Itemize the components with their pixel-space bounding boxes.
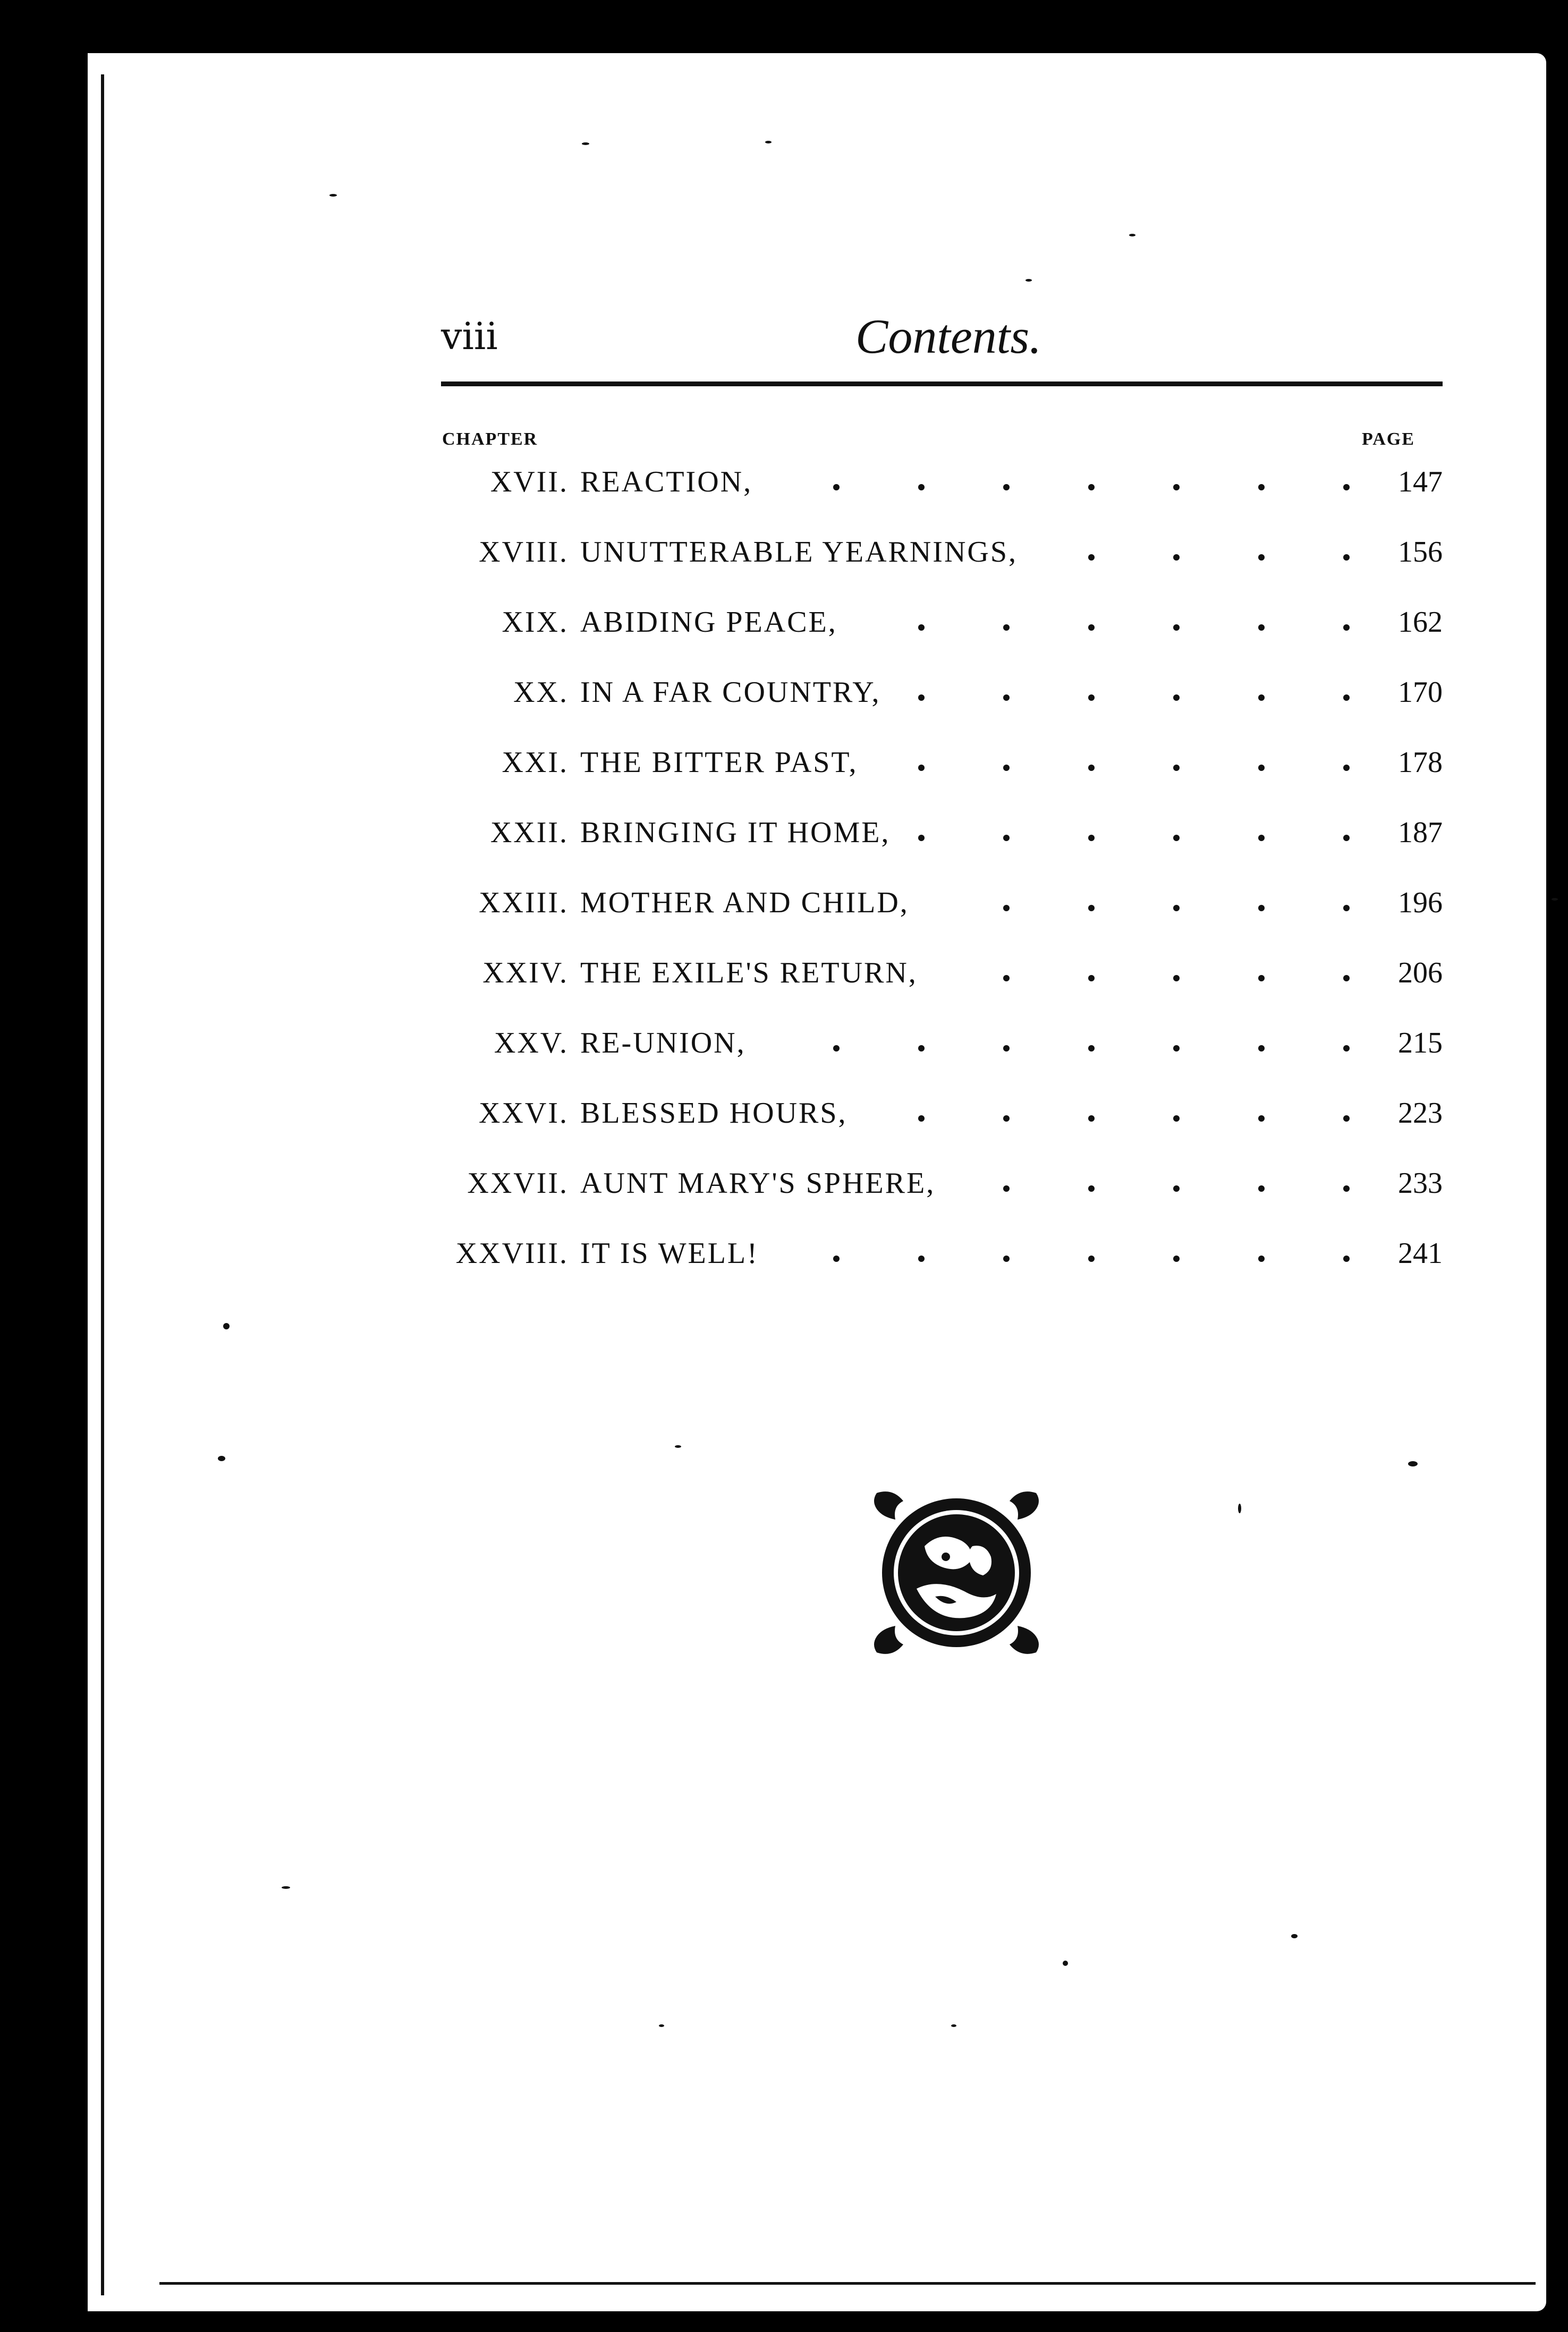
print-speck xyxy=(765,141,772,143)
chapter-title: UNUTTERABLE YEARNINGS, xyxy=(580,536,1018,569)
leader-dot xyxy=(1173,554,1180,561)
chapter-number: XVIII. xyxy=(479,536,569,569)
leader-dot xyxy=(1003,1045,1010,1051)
chapter-page: 162 xyxy=(1398,606,1443,639)
leader-dot xyxy=(1343,975,1350,981)
chapter-page: 233 xyxy=(1398,1167,1443,1200)
leader-dot xyxy=(1173,484,1180,490)
page-bottom-line xyxy=(159,2282,1536,2285)
leader-dot xyxy=(1088,765,1095,771)
leader-dot xyxy=(1003,1256,1010,1262)
chapter-number: XXII. xyxy=(490,816,569,849)
toc-entry[interactable] xyxy=(441,816,1443,886)
chapter-title: RE-UNION, xyxy=(580,1027,746,1059)
leader-dot xyxy=(1088,1256,1095,1262)
leader-dot xyxy=(1003,975,1010,981)
leader-dot xyxy=(1003,484,1010,490)
leader-dot xyxy=(1343,554,1350,561)
chapter-page: 170 xyxy=(1398,676,1443,709)
chapter-title: THE BITTER PAST, xyxy=(580,746,858,779)
leader-dot xyxy=(1258,1115,1265,1122)
leader-dot xyxy=(1258,905,1265,911)
print-speck xyxy=(1025,279,1032,282)
print-speck xyxy=(582,142,589,145)
leader-dot xyxy=(918,765,925,771)
toc-entry[interactable] xyxy=(441,465,1443,535)
print-speck xyxy=(659,2024,664,2027)
print-speck xyxy=(218,1456,225,1461)
toc-entry[interactable] xyxy=(441,1166,1443,1236)
chapter-number: XXVI. xyxy=(479,1097,569,1130)
print-speck xyxy=(1408,1461,1418,1466)
toc-entry[interactable] xyxy=(441,886,1443,956)
chapter-title: THE EXILE'S RETURN, xyxy=(580,956,918,989)
header-rule xyxy=(441,381,1443,386)
leader-dot xyxy=(1343,484,1350,490)
print-speck xyxy=(1291,1934,1298,1938)
page-edge-line xyxy=(101,74,104,2295)
toc-entry[interactable] xyxy=(441,956,1443,1026)
dot-leader xyxy=(925,893,1350,914)
leader-dot xyxy=(918,484,925,490)
leader-dot xyxy=(1088,694,1095,701)
chapter-number: XX. xyxy=(513,676,569,709)
dot-leader xyxy=(762,1033,1350,1055)
dot-leader xyxy=(897,683,1350,704)
dot-leader xyxy=(863,1104,1350,1125)
leader-dot xyxy=(1343,1115,1350,1122)
chapter-number: XXVII. xyxy=(467,1167,569,1200)
print-speck xyxy=(951,2024,956,2027)
leader-dot xyxy=(1003,694,1010,701)
leader-dot xyxy=(1003,1185,1010,1192)
toc-entry[interactable] xyxy=(441,1096,1443,1166)
page-column-label: PAGE xyxy=(1362,429,1415,449)
chapter-number: XXV. xyxy=(494,1027,569,1059)
leader-dot xyxy=(1173,765,1180,771)
chapter-page: 196 xyxy=(1398,886,1443,919)
leader-dot xyxy=(1258,554,1265,561)
leader-dot xyxy=(833,484,840,490)
dot-leader xyxy=(775,1244,1350,1265)
leader-dot xyxy=(918,1256,925,1262)
leader-dot xyxy=(1003,1115,1010,1122)
leader-dot xyxy=(918,835,925,841)
chapter-title: REACTION, xyxy=(580,465,753,498)
leader-dot xyxy=(918,694,925,701)
chapter-number: XXIII. xyxy=(479,886,569,919)
leader-dot xyxy=(1343,1045,1350,1051)
toc-entry[interactable] xyxy=(441,605,1443,675)
leader-dot xyxy=(833,1045,840,1051)
chapter-title: IT IS WELL! xyxy=(580,1237,759,1270)
leader-dot xyxy=(1173,905,1180,911)
chapter-title: BRINGING IT HOME, xyxy=(580,816,891,849)
leader-dot xyxy=(1088,975,1095,981)
leader-dot xyxy=(918,624,925,631)
toc-entry[interactable] xyxy=(441,1236,1443,1307)
chapter-page: 223 xyxy=(1398,1097,1443,1130)
leader-dot xyxy=(1343,905,1350,911)
running-header xyxy=(441,308,1443,372)
print-speck xyxy=(1129,234,1135,236)
chapter-column-label: CHAPTER xyxy=(442,429,538,449)
leader-dot xyxy=(1343,1185,1350,1192)
leader-dot xyxy=(1173,1256,1180,1262)
leader-dot xyxy=(1258,1185,1265,1192)
dot-leader xyxy=(874,753,1350,774)
leader-dot xyxy=(918,1045,925,1051)
page-number: viii xyxy=(441,315,498,358)
print-speck xyxy=(1063,1961,1068,1966)
leader-dot xyxy=(1258,1045,1265,1051)
print-speck xyxy=(1238,1504,1241,1513)
print-speck xyxy=(282,1886,290,1889)
dot-leader xyxy=(853,613,1350,634)
dot-leader xyxy=(951,1174,1350,1195)
leader-dot xyxy=(1088,835,1095,841)
leader-dot xyxy=(833,1256,840,1262)
toc-entry[interactable] xyxy=(441,675,1443,745)
table-of-contents xyxy=(441,465,1443,1307)
print-speck xyxy=(675,1445,681,1448)
dot-leader xyxy=(934,963,1350,985)
leader-dot xyxy=(1343,1256,1350,1262)
toc-entry[interactable] xyxy=(441,745,1443,816)
leader-dot xyxy=(1088,1185,1095,1192)
chapter-title: BLESSED HOURS, xyxy=(580,1097,847,1130)
leader-dot xyxy=(1343,624,1350,631)
chapter-number: XXVIII. xyxy=(455,1237,569,1270)
leader-dot xyxy=(1173,975,1180,981)
leader-dot xyxy=(1343,765,1350,771)
print-speck xyxy=(223,1323,230,1329)
chapter-page: 206 xyxy=(1398,956,1443,989)
leader-dot xyxy=(1258,624,1265,631)
leader-dot xyxy=(1088,1045,1095,1051)
print-speck xyxy=(329,194,337,197)
leader-dot xyxy=(1343,694,1350,701)
leader-dot xyxy=(1258,975,1265,981)
leader-dot xyxy=(1173,694,1180,701)
chapter-page: 178 xyxy=(1398,746,1443,779)
leader-dot xyxy=(1258,1256,1265,1262)
leader-dot xyxy=(1088,1115,1095,1122)
leader-dot xyxy=(1173,835,1180,841)
chapter-title: MOTHER AND CHILD, xyxy=(580,886,909,919)
chapter-page: 147 xyxy=(1398,465,1443,498)
leader-dot xyxy=(1173,624,1180,631)
leader-dot xyxy=(1003,905,1010,911)
leader-dot xyxy=(1258,765,1265,771)
chapter-title: ABIDING PEACE, xyxy=(580,606,837,639)
leader-dot xyxy=(1173,1045,1180,1051)
leader-dot xyxy=(1258,835,1265,841)
leader-dot xyxy=(1088,624,1095,631)
leader-dot xyxy=(1088,484,1095,490)
leader-dot xyxy=(1258,694,1265,701)
dot-leader xyxy=(1033,542,1350,564)
leader-dot xyxy=(1088,554,1095,561)
leader-dot xyxy=(918,1115,925,1122)
chapter-number: XVII. xyxy=(490,465,569,498)
leader-dot xyxy=(1258,484,1265,490)
toc-entry[interactable] xyxy=(441,1026,1443,1096)
chapter-number: XXIV. xyxy=(482,956,569,989)
vignette-ornament-icon xyxy=(866,1482,1047,1663)
chapter-number: XXI. xyxy=(502,746,569,779)
running-title: Contents. xyxy=(855,309,1042,363)
dot-leader xyxy=(768,472,1350,494)
leader-dot xyxy=(1003,765,1010,771)
chapter-page: 215 xyxy=(1398,1027,1443,1059)
chapter-title: IN A FAR COUNTRY, xyxy=(580,676,881,709)
leader-dot xyxy=(1173,1185,1180,1192)
toc-entry[interactable] xyxy=(441,535,1443,605)
chapter-title: AUNT MARY'S SPHERE, xyxy=(580,1167,936,1200)
chapter-page: 187 xyxy=(1398,816,1443,849)
print-speck xyxy=(1552,898,1558,901)
dot-leader xyxy=(906,823,1350,844)
leader-dot xyxy=(1088,905,1095,911)
chapter-page: 241 xyxy=(1398,1237,1443,1270)
leader-dot xyxy=(1003,624,1010,631)
leader-dot xyxy=(1003,835,1010,841)
leader-dot xyxy=(1343,835,1350,841)
leader-dot xyxy=(1173,1115,1180,1122)
chapter-number: XIX. xyxy=(502,606,569,639)
chapter-page: 156 xyxy=(1398,536,1443,569)
